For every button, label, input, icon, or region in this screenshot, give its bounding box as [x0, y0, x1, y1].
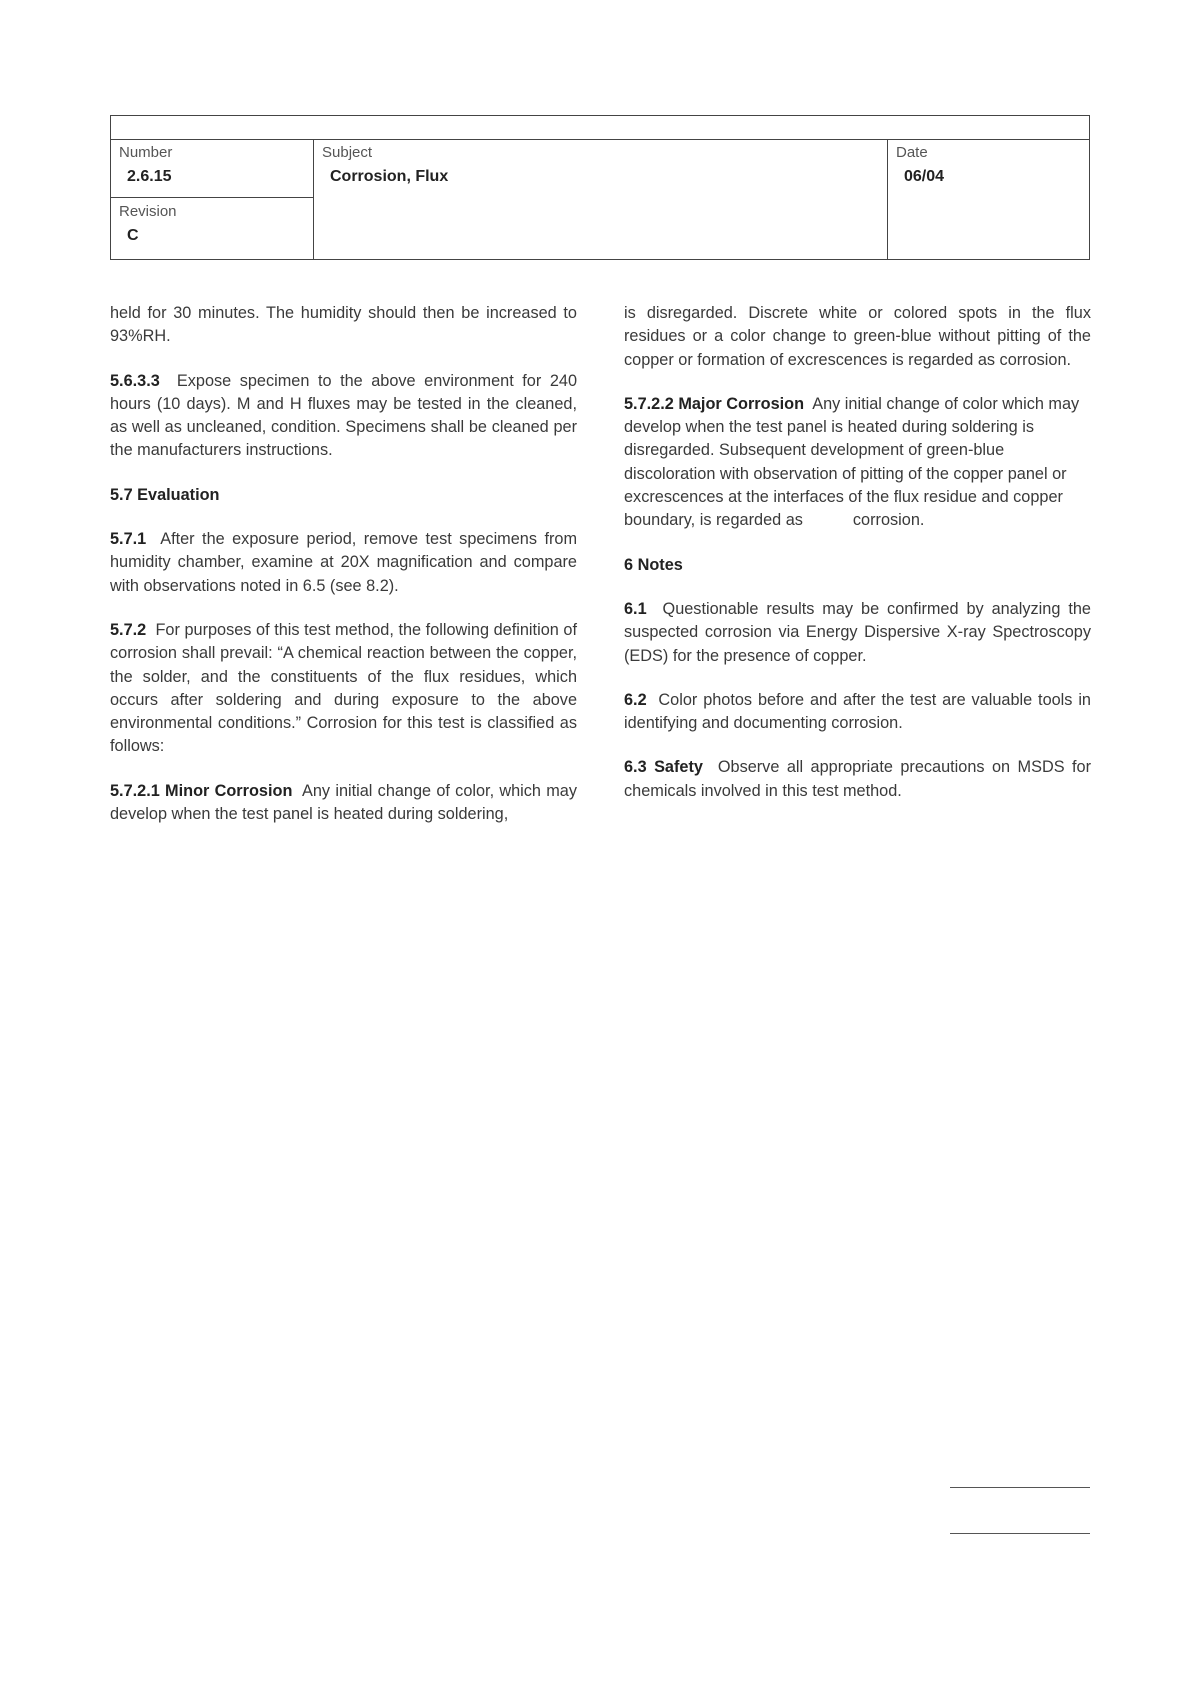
section-number: 5.6.3.3	[110, 371, 160, 390]
revision-label: Revision	[119, 203, 177, 220]
paragraph-text: Questionable results may be confirmed by analyzing the suspected corrosion via Energy Dispersive X-ray Spectroscopy (EDS) for the presence of copper.	[624, 599, 1091, 665]
paragraph-text: held for 30 minutes. The humidity should then be increased to 93%RH.	[110, 304, 577, 346]
paragraph-text: Any initial change of color, which may develop when the test panel is heated during soldering,	[110, 781, 577, 824]
number-cell	[111, 139, 314, 198]
paragraph-6-2	[624, 689, 1091, 736]
header-top-band	[111, 116, 1089, 140]
paragraph-text: For purposes of this test method, the following definition of corrosion shall prevail: “A chemical reaction between the copper, the solder, and the constituents of the flux residues, which occurs after soldering and during exposure to the above environmental conditions.” Corrosion for this test is classified as follows:	[110, 620, 577, 756]
paragraph	[110, 302, 577, 349]
paragraph-text: Observe all appropriate precautions on MSDS for chemicals involved in this test method.	[624, 758, 1091, 800]
section-number: 5.7.1	[110, 530, 147, 549]
section-heading-6: 6 Notes	[624, 555, 683, 574]
section-heading-5-7: 5.7 Evaluation	[110, 485, 220, 504]
paragraph	[624, 302, 1091, 372]
paragraph-5-7-1	[110, 528, 577, 598]
right-column	[624, 302, 1091, 824]
paragraph-6-1	[624, 598, 1091, 668]
number-label: Number	[119, 144, 173, 161]
paragraph-text: Any initial change of color which may develop when the test panel is heated during soldering is disregarded. Subsequent development of green-blue discoloration with observation of pitting of the copper panel or excrescences at the interfaces of the flux residue and copper boundary, is regarded as	[624, 394, 1080, 530]
date-label: Date	[896, 144, 928, 161]
paragraph-text: After the exposure period, remove test specimens from humidity chamber, examine at 20X magnification and compare with observations noted in 6.5 (see 8.2).	[110, 530, 578, 595]
paragraph-text: Expose specimen to the above environment for 240 hours (10 days). M and H fluxes may be tested in the cleaned, as well as uncleaned, condition. Specimens shall be cleaned per the manufacturers instructions.	[110, 371, 577, 460]
section-number: 5.7.2	[110, 620, 147, 639]
subject-value: Corrosion, Flux	[330, 168, 449, 185]
paragraph-5-6-3-3	[110, 370, 577, 463]
signature-line	[950, 1487, 1090, 1488]
number-value: 2.6.15	[127, 168, 172, 185]
subject-label: Subject	[322, 144, 373, 161]
date-cell	[888, 139, 1088, 259]
paragraph-5-7-2	[110, 619, 577, 759]
section-number: 6.2	[624, 690, 647, 709]
section-number: 6.3 Safety	[624, 758, 703, 777]
revision-value: C	[127, 227, 139, 244]
paragraph-text: Color photos before and after the test are valuable tools in identifying and documenting corrosion.	[624, 690, 1091, 733]
document-header-table	[110, 115, 1090, 260]
section-number: 5.7.2.2 Major Corrosion	[624, 394, 805, 413]
revision-cell	[111, 198, 314, 259]
left-column	[110, 302, 577, 847]
subject-cell	[314, 139, 888, 259]
paragraph-text: corrosion.	[852, 511, 925, 530]
section-number: 5.7.2.1 Minor Corrosion	[110, 781, 293, 800]
section-number: 6.1	[624, 599, 647, 618]
signature-line	[950, 1533, 1090, 1534]
paragraph-5-7-2-2	[624, 393, 1091, 533]
paragraph-6-3	[624, 756, 1091, 803]
paragraph-text: is disregarded. Discrete white or colored spots in the flux residues or a color change to green-blue without pitting of the copper or formation of excrescences is regarded as corrosion.	[624, 304, 1091, 369]
date-value: 06/04	[904, 168, 945, 185]
paragraph-5-7-2-1	[110, 780, 577, 827]
